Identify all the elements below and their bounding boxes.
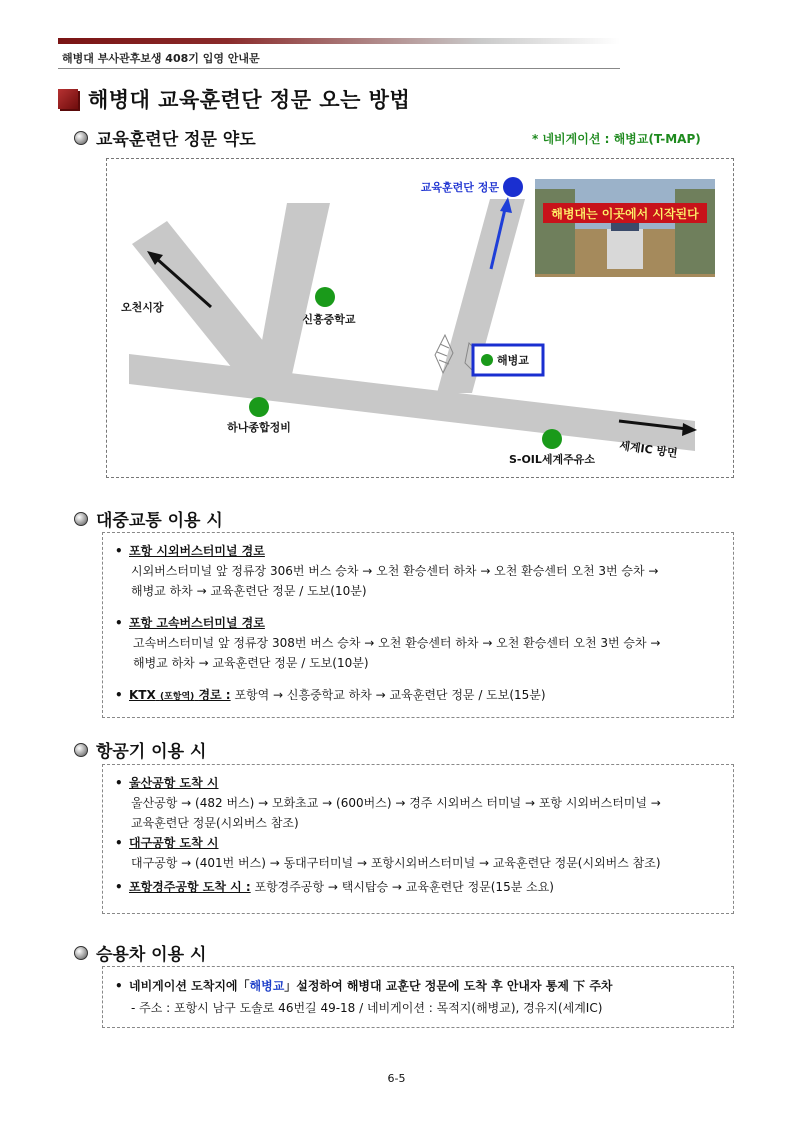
route-line: 시외버스터미널 앞 정류장 306번 버스 승차 → 오천 환승센터 하차 → 오천 환승센터 오천 3번 승차 → — [131, 564, 659, 578]
map-label-ocheon-market: 오천시장 — [121, 301, 164, 314]
list-item — [109, 773, 723, 833]
road-main — [129, 354, 695, 451]
circle-bullet-icon — [74, 946, 88, 960]
route-line: 해병교 하차 → 교육훈련단 정문 / 도보(10분) — [133, 656, 369, 670]
map-label-gate: 교육훈련단 정문 — [420, 181, 499, 194]
route-title: 포항 고속버스터미널 경로 — [129, 616, 265, 630]
page-number: 6-5 — [387, 1072, 406, 1085]
section-car-title: 승용차 이용 시 — [96, 945, 207, 965]
section-air-title: 항공기 이용 시 — [96, 742, 207, 762]
car-instruction-part: 네비게이션 도착지에「 — [129, 979, 250, 993]
route-line: 포항경주공항 → 택시탑승 → 교육훈련단 정문(15분 소요) — [254, 880, 554, 894]
gate-marker — [503, 177, 523, 197]
hana-garage-marker — [249, 397, 269, 417]
public-transport-box — [102, 532, 734, 718]
list-item — [109, 613, 723, 673]
gate-photo — [535, 179, 715, 277]
map-label-hana-garage: 하나종합정비 — [227, 421, 291, 434]
section-public-title: 대중교통 이용 시 — [96, 511, 223, 531]
circle-bullet-icon — [74, 512, 88, 526]
ktx-label: KTX — [129, 688, 156, 702]
header-divider — [58, 68, 620, 69]
route-line: 포항역 → 신흥중학교 하차 → 교육훈련단 정문 / 도보(15분) — [234, 688, 546, 702]
haebyeonggyo-marker — [481, 354, 493, 366]
list-item — [109, 685, 723, 707]
route-title — [129, 688, 231, 702]
map-label-haebyeonggyo: 해병교 — [497, 354, 529, 367]
red-square-icon — [58, 89, 78, 109]
airport-box — [102, 764, 734, 914]
main-title-text: 해병대 교육훈련단 정문 오는 방법 — [88, 88, 411, 112]
photo-banner-text: 해병대는 이곳에서 시작된다 — [551, 207, 699, 221]
route-title: 울산공항 도착 시 — [129, 776, 219, 790]
map-label-soil-station: S-OIL세계주유소 — [508, 453, 596, 466]
list-item — [109, 877, 723, 897]
circle-bullet-icon — [74, 743, 88, 757]
navigation-note: * 네비게이션 : 해병교(T-MAP) — [532, 132, 701, 146]
list-item — [109, 976, 723, 996]
list-item — [109, 833, 723, 873]
bullet-dot: • — [115, 544, 123, 558]
car-instruction-part: 」설정하여 해병대 교훈단 정문에 도착 후 안내자 통제 下 주차 — [284, 979, 613, 993]
main-title — [58, 84, 410, 114]
map-label-sinheung-school: 신흥중학교 — [302, 313, 356, 326]
section-map-heading — [74, 125, 256, 150]
route-line: 해병교 하차 → 교육훈련단 정문 / 도보(10분) — [131, 584, 367, 598]
car-destination-highlight: 해병교 — [249, 979, 285, 993]
bullet-dot: • — [115, 836, 123, 850]
car-address: - 주소 : 포항시 남구 도솔로 46번길 49-18 / 네비게이션 : 목적지(해병교), 경유지(세계IC) — [131, 1001, 603, 1015]
bullet-dot: • — [115, 776, 123, 790]
section-air-heading — [74, 737, 206, 762]
header-gradient-bar — [58, 38, 620, 44]
route-title: 포항경주공항 도착 시 : — [129, 880, 251, 894]
route-line: 울산공항 → (482 버스) → 모화초교 → (600버스) → 경주 시외버스 터미널 → 포항 시외버스터미널 → — [131, 796, 661, 810]
sinheung-school-marker — [315, 287, 335, 307]
map-label-segye-ic: 세계IC 방면 — [618, 439, 679, 461]
route-line: 고속버스터미널 앞 정류장 308번 버스 승차 → 오천 환승센터 하차 → 오천 환승센터 오천 3번 승차 → — [133, 636, 661, 650]
bullet-dot: • — [115, 616, 123, 630]
section-car-heading — [74, 940, 206, 965]
soil-station-marker — [542, 429, 562, 449]
list-item — [109, 541, 723, 601]
section-map-title: 교육훈련단 정문 약도 — [96, 130, 256, 150]
ktx-station-label: (포항역) — [159, 692, 195, 702]
route-line: 대구공항 → (401번 버스) → 동대구터미널 → 포항시외버스터미널 → 교육훈련단 정문(시외버스 참조) — [131, 856, 661, 870]
route-map-svg — [107, 159, 733, 477]
route-title: 대구공항 도착 시 — [129, 836, 219, 850]
bullet-dot: • — [115, 688, 123, 702]
car-box — [102, 966, 734, 1028]
route-title: 포항 시외버스터미널 경로 — [129, 544, 265, 558]
section-public-heading — [74, 506, 223, 531]
circle-bullet-icon — [74, 131, 88, 145]
route-label: 경로 : — [198, 688, 231, 702]
bullet-dot: • — [115, 880, 123, 894]
bullet-dot: • — [115, 979, 123, 993]
header-text: 해병대 부사관후보생 408기 입영 안내문 — [62, 52, 260, 65]
route-line: 교육훈련단 정문(시외버스 참조) — [131, 816, 299, 830]
route-map — [106, 158, 734, 478]
